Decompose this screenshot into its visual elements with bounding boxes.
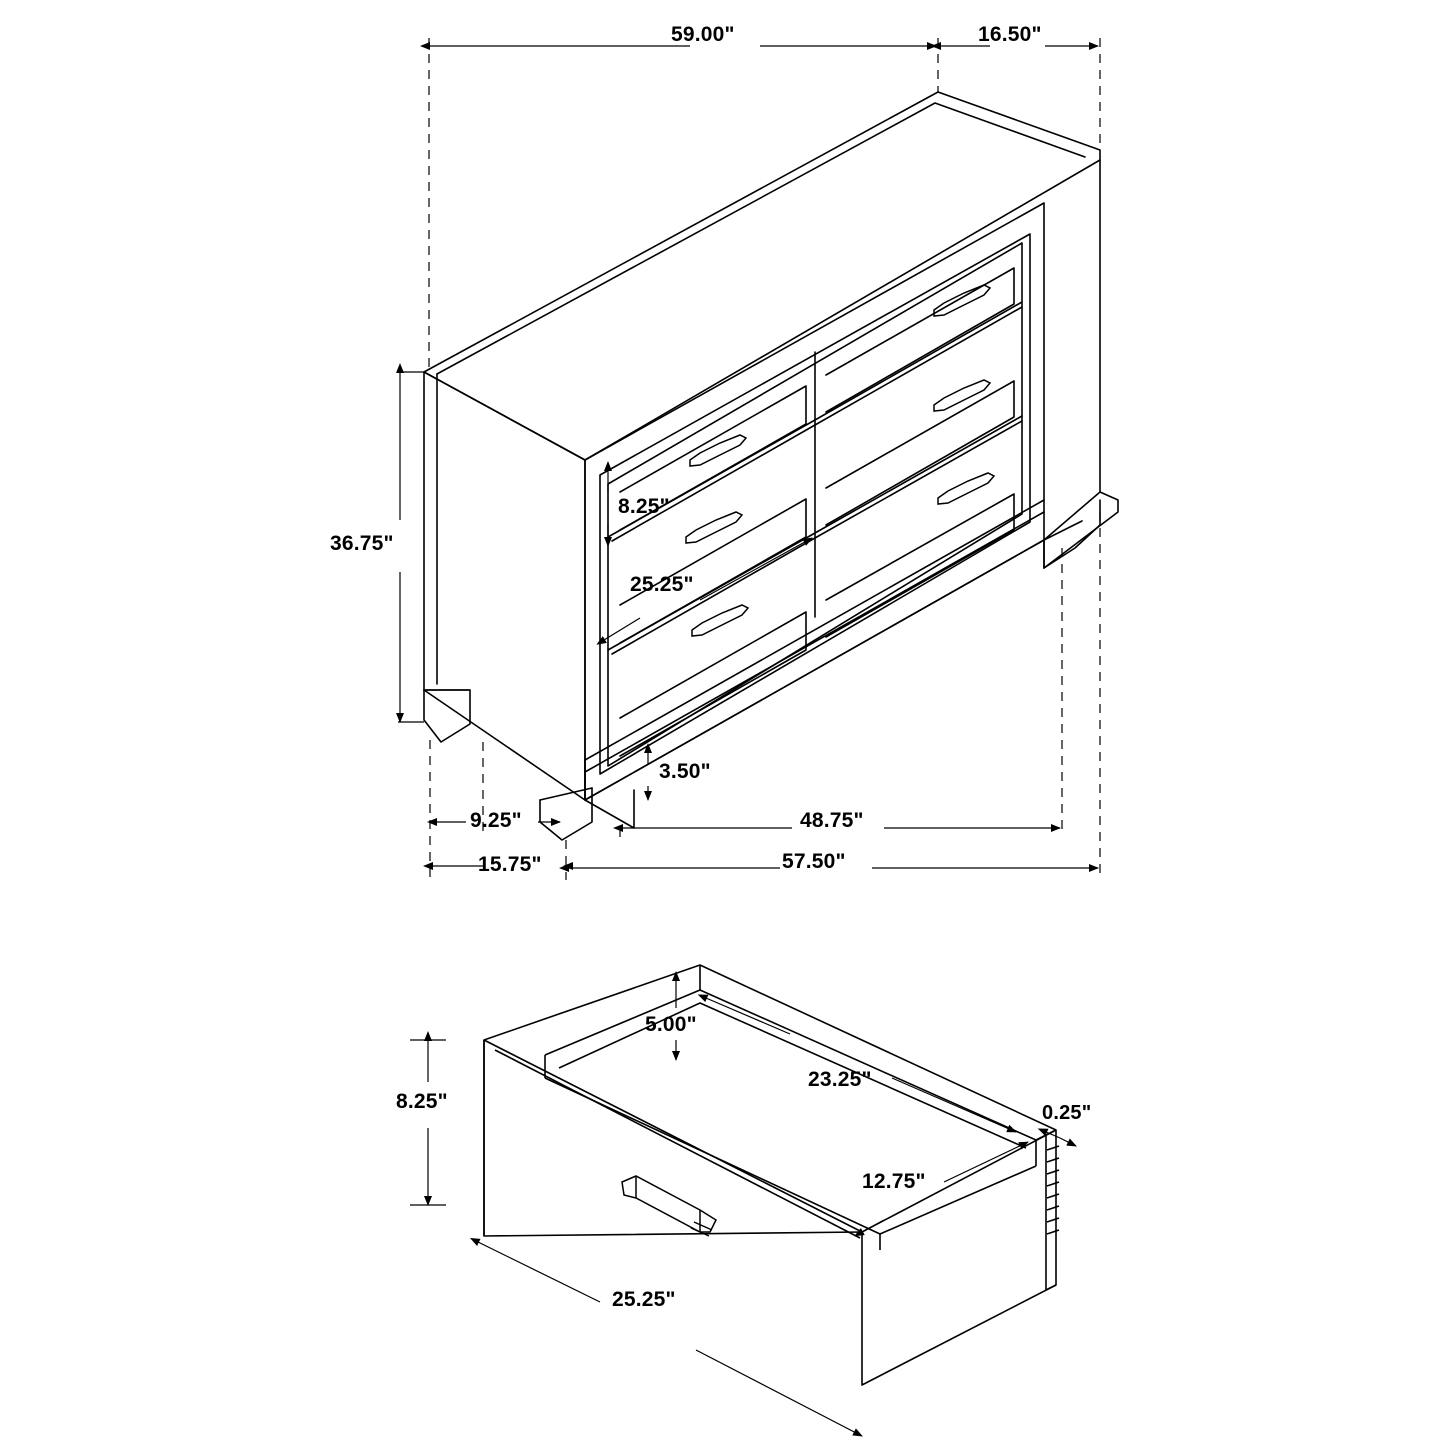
dim-label-drawer-side-height: 8.25" — [396, 1090, 448, 1113]
dim-label-drawer-panel-thickness: 0.25" — [1042, 1102, 1092, 1124]
drawer-detail-pull-icon — [622, 1176, 716, 1236]
dresser-body — [424, 92, 1118, 840]
dim-label-top-width: 59.00" — [671, 23, 735, 46]
drawer-pull-icons — [686, 285, 994, 636]
dim-label-top-depth: 16.50" — [978, 23, 1042, 46]
dim-label-drawer-interior-side: 12.75" — [862, 1170, 926, 1193]
dim-label-base-inner-width: 48.75" — [800, 809, 864, 832]
dim-label-drawer-face-width: 25.25" — [630, 573, 694, 596]
drawer-detail-body — [484, 965, 1059, 1385]
dim-label-base-depth: 15.75" — [478, 853, 542, 876]
dim-label-overall-height: 36.75" — [330, 532, 394, 555]
dim-label-foot-inset: 9.25" — [470, 809, 522, 832]
dimension-lines-dresser — [398, 38, 1100, 880]
dim-label-drawer-face-height: 8.25" — [618, 495, 670, 518]
dim-label-drawer-interior-width: 23.25" — [808, 1068, 872, 1091]
dim-label-drawer-front-width: 25.25" — [612, 1288, 676, 1311]
dim-label-base-width: 57.50" — [782, 850, 846, 873]
dim-label-drawer-interior-depth: 5.00" — [645, 1013, 697, 1036]
dim-label-foot-height: 3.50" — [659, 760, 711, 783]
dimension-lines-drawer — [410, 980, 1076, 1436]
